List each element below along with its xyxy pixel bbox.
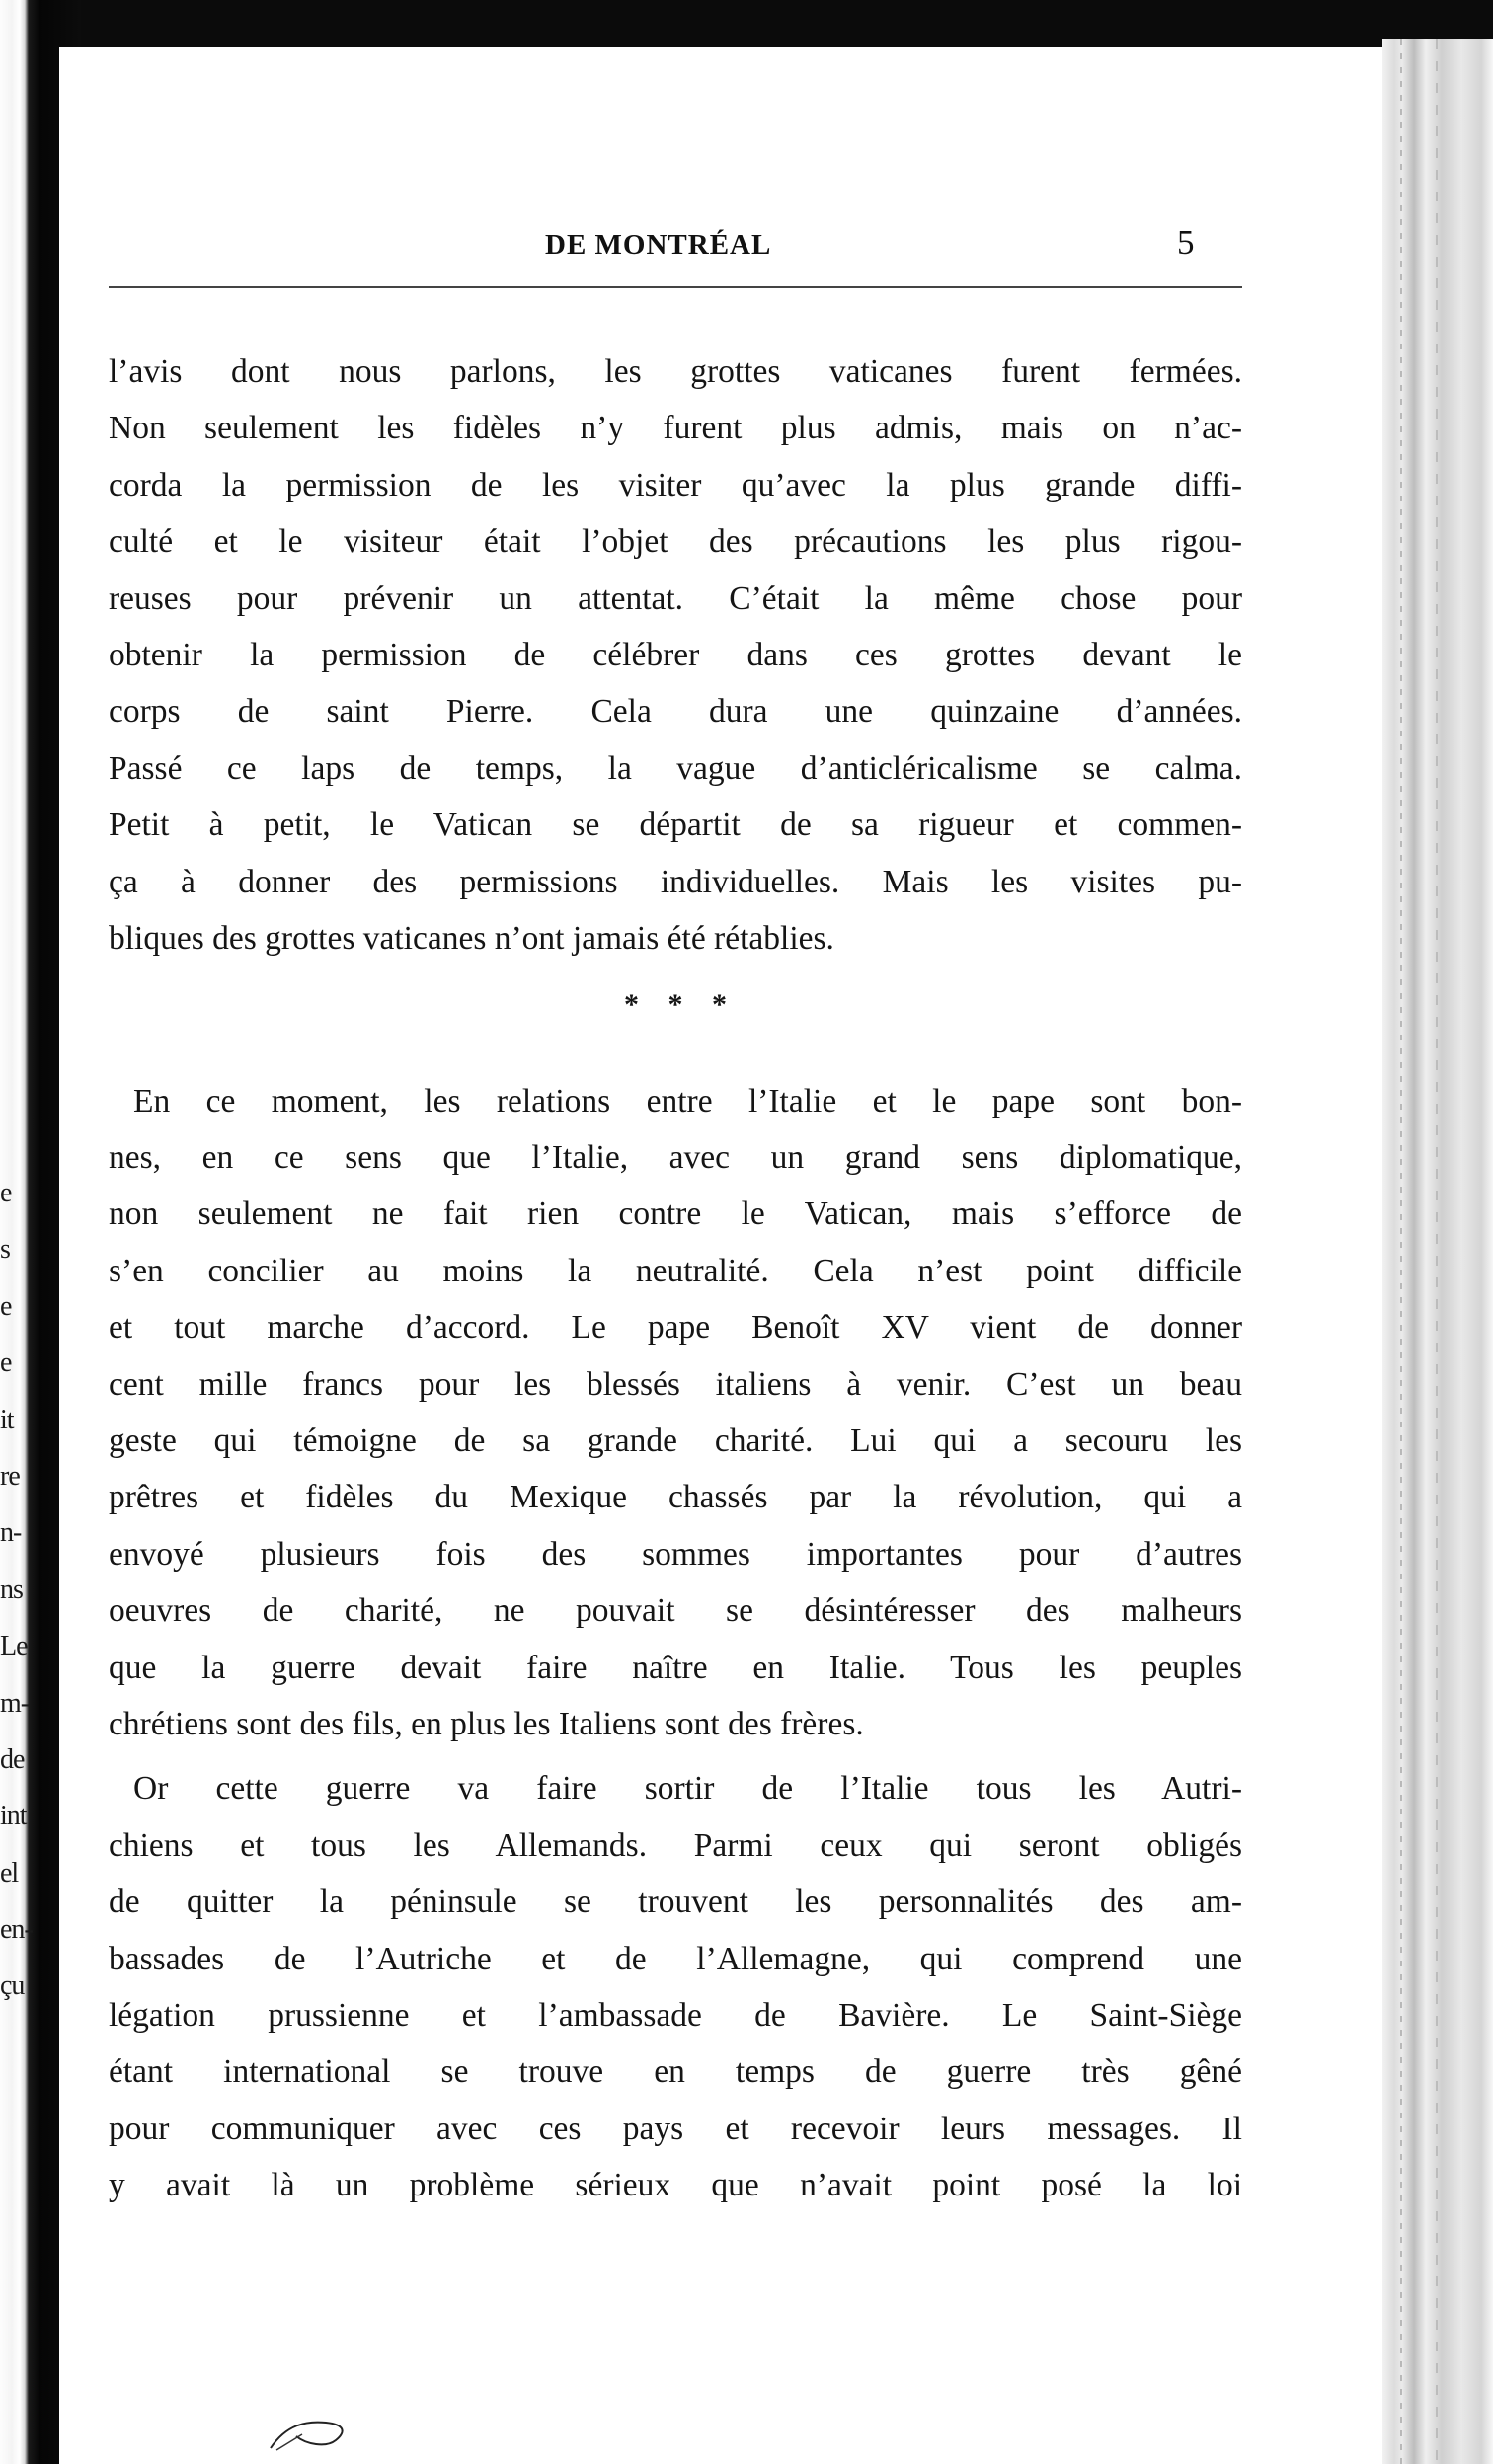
fragment: int xyxy=(0,1801,27,1832)
text-line: bassades de l’Autriche et de l’Allemagne, qui comprend une xyxy=(109,1940,1242,1977)
text-line: s’en concilier au moins la neutralité. Cela n’est point difficile xyxy=(109,1252,1242,1289)
header-rule xyxy=(109,286,1242,288)
fragment: m- xyxy=(0,1687,30,1719)
text-line: oeuvres de charité, ne pouvait se désintéresser des malheurs xyxy=(109,1592,1242,1630)
previous-page-fragments xyxy=(0,1165,33,2015)
fragment: e xyxy=(0,1348,12,1379)
text-line: En ce moment, les relations entre l’Italie et le pape sont bon- xyxy=(133,1082,1242,1119)
text-line: nes, en ce sens que l’Italie, avec un grand sens diplomatique, xyxy=(109,1139,1242,1177)
section-separator: * * * xyxy=(624,988,727,1022)
text-line: étant international se trouve en temps de guerre très gêné xyxy=(109,2053,1242,2091)
book-page xyxy=(59,47,1382,2464)
text-line: corda la permission de les visiter qu’avec la plus grande diffi- xyxy=(109,466,1242,503)
fragment: e xyxy=(0,1178,12,1208)
text-line: envoyé plusieurs fois des sommes importantes pour d’autres xyxy=(109,1535,1242,1573)
page-stack-edge xyxy=(1382,39,1493,2464)
text-line: Passé ce laps de temps, la vague d’anticléricalisme se calma. xyxy=(109,749,1242,787)
text-line: chrétiens sont des fils, en plus les Italiens sont des frères. xyxy=(109,1705,864,1742)
text-line: non seulement ne fait rien contre le Vatican, mais s’efforce de xyxy=(109,1195,1242,1233)
text-line: Or cette guerre va faire sortir de l’Italie tous les Autri- xyxy=(133,1770,1242,1808)
running-head-title: DE MONTRÉAL xyxy=(545,229,772,261)
fragment: it xyxy=(0,1404,14,1435)
fragment: e xyxy=(0,1290,12,1322)
text-line: culté et le visiteur était l’objet des précautions les plus rigou- xyxy=(109,523,1242,561)
text-line: l’avis dont nous parlons, les grottes vaticanes furent fermées. xyxy=(109,353,1242,390)
paragraph-1 xyxy=(109,344,1242,966)
text-line: Petit à petit, le Vatican se départit de sa rigueur et commen- xyxy=(109,807,1242,844)
text-line: bliques des grottes vaticanes n’ont jamais été rétablies. xyxy=(109,919,834,957)
fragment: de xyxy=(0,1743,25,1775)
ink-scribble-icon xyxy=(267,2415,350,2454)
fragment: en- xyxy=(0,1914,33,1946)
text-line: reuses pour prévenir un attentat. C’était la même chose pour xyxy=(109,579,1242,617)
text-line: corps de saint Pierre. Cela dura une quinzaine d’années. xyxy=(109,693,1242,731)
text-line: cent mille francs pour les blessés italiens à venir. C’est un beau xyxy=(109,1365,1242,1403)
fragment: Le xyxy=(0,1631,28,1662)
text-line: chiens et tous les Allemands. Parmi ceux qui seront obligés xyxy=(109,1826,1242,1864)
paragraph-3 xyxy=(109,1760,1242,2213)
text-line: de quitter la péninsule se trouvent les personnalités des am- xyxy=(109,1884,1242,1921)
fragment: n- xyxy=(0,1517,22,1549)
text-line: y avait là un problème sérieux que n’avait point posé la loi xyxy=(109,2167,1242,2204)
page-number: 5 xyxy=(1177,223,1195,262)
text-line: geste qui témoigne de sa grande charité. Lui qui a secouru les xyxy=(109,1423,1242,1460)
text-line: ça à donner des permissions individuelles. Mais les visites pu- xyxy=(109,863,1242,900)
text-line: pour communiquer avec ces pays et recevoir leurs messages. Il xyxy=(109,2110,1242,2147)
text-line: Non seulement les fidèles n’y furent plus admis, mais on n’ac- xyxy=(109,410,1242,447)
fragment: ns xyxy=(0,1574,23,1605)
fragment: s xyxy=(0,1234,10,1266)
scan-top-border xyxy=(0,0,1493,51)
text-line: et tout marche d’accord. Le pape Benoît XV vient de donner xyxy=(109,1309,1242,1347)
text-line: obtenir la permission de célébrer dans ces grottes devant le xyxy=(109,636,1242,673)
fragment: çu xyxy=(0,1970,25,2002)
text-line: prêtres et fidèles du Mexique chassés par la révolution, qui a xyxy=(109,1479,1242,1516)
body-text xyxy=(109,344,1242,2214)
paragraph-2 xyxy=(109,1073,1242,1753)
text-line: que la guerre devait faire naître en Italie. Tous les peuples xyxy=(109,1649,1242,1686)
fragment: el xyxy=(0,1857,19,1888)
fragment: re xyxy=(0,1460,20,1492)
text-line: légation prussienne et l’ambassade de Bavière. Le Saint-Siège xyxy=(109,1996,1242,2034)
